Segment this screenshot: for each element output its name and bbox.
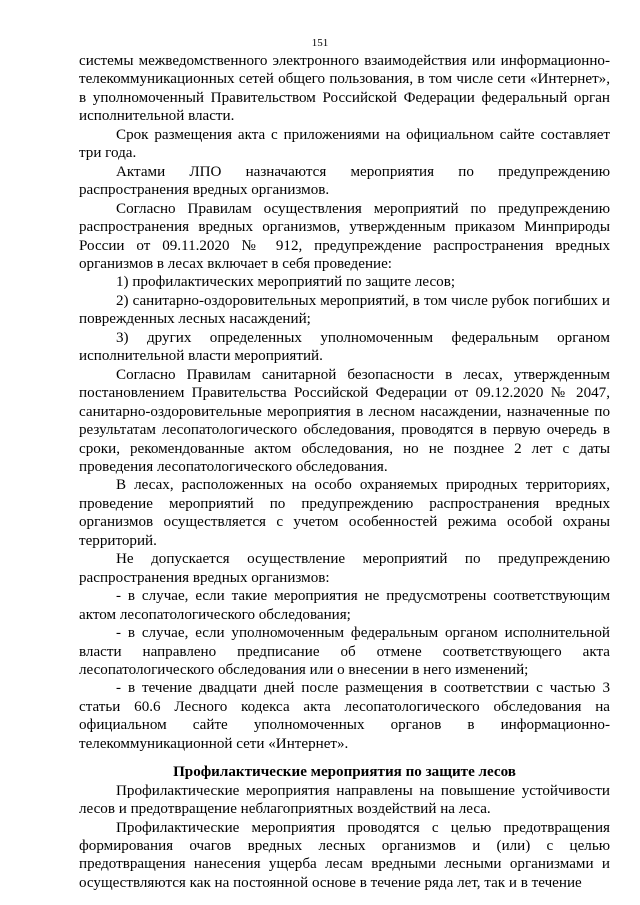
paragraph-rules-912: Согласно Правилам осуществления мероприятий по предупреждению распространения вредных организмов, утвержденным приказом Минприроды России от 09.11.2020 № 912, предупреждение распространения вредных организмов в лесах включает в себя проведение: — [79, 200, 610, 272]
paragraph-placement-term: Срок размещения акта с приложениями на официальном сайте составляет три года. — [79, 126, 610, 162]
list-item-twenty-days: - в течение двадцати дней после размещения в соответствии с частью 3 статьи 60.6 Лесного кодекса акта лесопатологического обследования на официальном сайте уполномоченных органов в информационно-телекоммуникационной сети «Интернет». — [79, 680, 610, 752]
paragraph-protected-areas: В лесах, расположенных на особо охраняемых природных территориях, проведение мероприятий по предупреждению распространения вредных организмов осуществляется с учетом особенностей режима особой охраны территорий. — [79, 477, 610, 549]
page-number: 151 — [311, 37, 329, 49]
paragraph-lpo-acts: Актами ЛПО назначаются мероприятия по предупреждению распространения вредных организмов. — [79, 163, 610, 199]
paragraph-not-allowed: Не допускается осуществление мероприятий по предупреждению распространения вредных организмов: — [79, 551, 610, 586]
list-item-order-cancel: - в случае, если уполномоченным федеральным органом исполнительной власти направлено предписание об отмене соответствующего акта лесопатологического обследования или о внесении в него изменений; — [79, 625, 610, 678]
list-item-preventive: 1) профилактических мероприятий по защите лесов; — [116, 274, 456, 291]
paragraph-continuation: системы межведомственного электронного взаимодействия или информационно-телекоммуникационных сетей общего пользования, в том числе сети «Интернет», в уполномоченный Правительством Российской Федерации федеральный орган исполнительной власти. — [79, 53, 610, 125]
document-body — [79, 52, 610, 892]
list-item-other: 3) других определенных уполномоченным федеральным органом исполнительной власти мероприятий. — [79, 329, 610, 365]
section-heading: Профилактические мероприятия по защите лесов — [173, 764, 516, 781]
paragraph-rules-2047: Согласно Правилам санитарной безопасности в лесах, утвержденным постановлением Правительства Российской Федерации от 09.12.2020 № 2047, санитарно-оздоровительные мероприятия в лесном насаждении, назначенные по результатам лесопатологического обследования, проводятся в первую очередь в сроки, рекомендованные актом обследования, но не позднее 2 лет с даты проведения лесопатологического обследования. — [79, 366, 610, 475]
paragraph-preventive-goals: Профилактические мероприятия проводятся с целью предотвращения формирования очагов вредных лесных организмов и (или) с целью предотвращения нанесения ущерба лесам вредными лесными организмами и осуществляются как на постоянной основе в течение ряда лет, так и в течение — [79, 819, 610, 891]
list-item-sanitary: 2) санитарно-оздоровительных мероприятий, в том числе рубок погибших и поврежденных лесных насаждений; — [79, 292, 610, 328]
paragraph-preventive-purpose: Профилактические мероприятия направлены на повышение устойчивости лесов и предотвращение неблагоприятных воздействий на леса. — [79, 782, 610, 818]
list-item-not-provided: - в случае, если такие мероприятия не предусмотрены соответствующим актом лесопатологического обследования; — [79, 588, 610, 623]
